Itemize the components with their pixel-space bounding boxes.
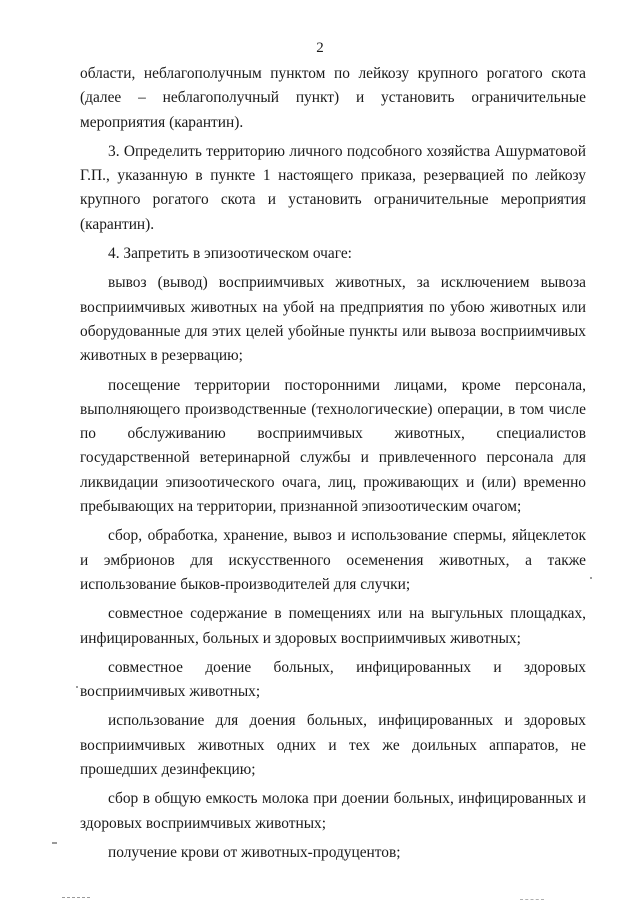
paragraph-prohibition-export: вывоз (вывод) восприимчивых животных, за исключением вывоза восприимчивых животных на убой на предприятия по убою животных или оборудованные для этих целей убойные пункты или вывоза восприимчивых животных в резервацию; bbox=[80, 274, 586, 365]
paragraph-prohibition-milk-collection: сбор в общую емкость молока при доении больных, инфицированных и здоровых восприимчивых животных; bbox=[80, 790, 586, 832]
paragraph-item-4: 4. Запретить в эпизоотическом очаге: bbox=[108, 245, 352, 263]
paragraph-prohibition-apparatus: использование для доения больных, инфицированных и здоровых восприимчивых животных одних и тех же доильных аппаратов, не прошедших дезинфекцию; bbox=[80, 712, 586, 779]
page-number: 2 bbox=[316, 40, 324, 56]
paragraph-item-3: 3. Определить территорию личного подсобного хозяйства Ашурматовой Г.П., указанную в пункте 1 настоящего приказа, резервацией по лейкозу крупного рогатого скота и установить ограничительные мероприятия (карантин). bbox=[80, 142, 586, 233]
paragraph-prohibition-sperm: сбор, обработка, хранение, вывоз и использование спермы, яйцеклеток и эмбрионов для искусственного осеменения животных, а также использование быков-производителей для случки; bbox=[80, 527, 586, 593]
scan-edge-mark bbox=[62, 897, 90, 898]
paragraph-prohibition-visits: посещение территории посторонними лицами, кроме персонала, выполняющего производственные (технологические) операции, в том числе по обслуживанию восприимчивых животных, специалистов государственной ветеринарной службы и привлеченного персонала для ликвидации эпизоотического очага, лиц, проживающих и (или) временно пребывающих на территории, признанной эпизоотическим очагом; bbox=[80, 376, 586, 516]
scan-speck bbox=[590, 577, 592, 579]
paragraph-prohibition-housing: совместное содержание в помещениях или на выгульных площадках, инфицированных, больных и здоровых восприимчивых животных; bbox=[80, 605, 586, 647]
paragraph-prohibition-blood: получение крови от животных-продуцентов; bbox=[108, 843, 401, 861]
paragraph-prohibition-milking: совместное доение больных, инфицированных и здоровых восприимчивых животных; bbox=[80, 658, 586, 701]
scan-speck bbox=[52, 842, 57, 844]
scan-edge-mark bbox=[520, 899, 544, 900]
document-body bbox=[80, 62, 586, 870]
scan-speck bbox=[76, 686, 78, 688]
paragraph-continuation: области, неблагополучным пунктом по лейкозу крупного рогатого скота (далее – неблагополучный пункт) и установить ограничительные мероприятия (карантин). bbox=[80, 65, 586, 131]
